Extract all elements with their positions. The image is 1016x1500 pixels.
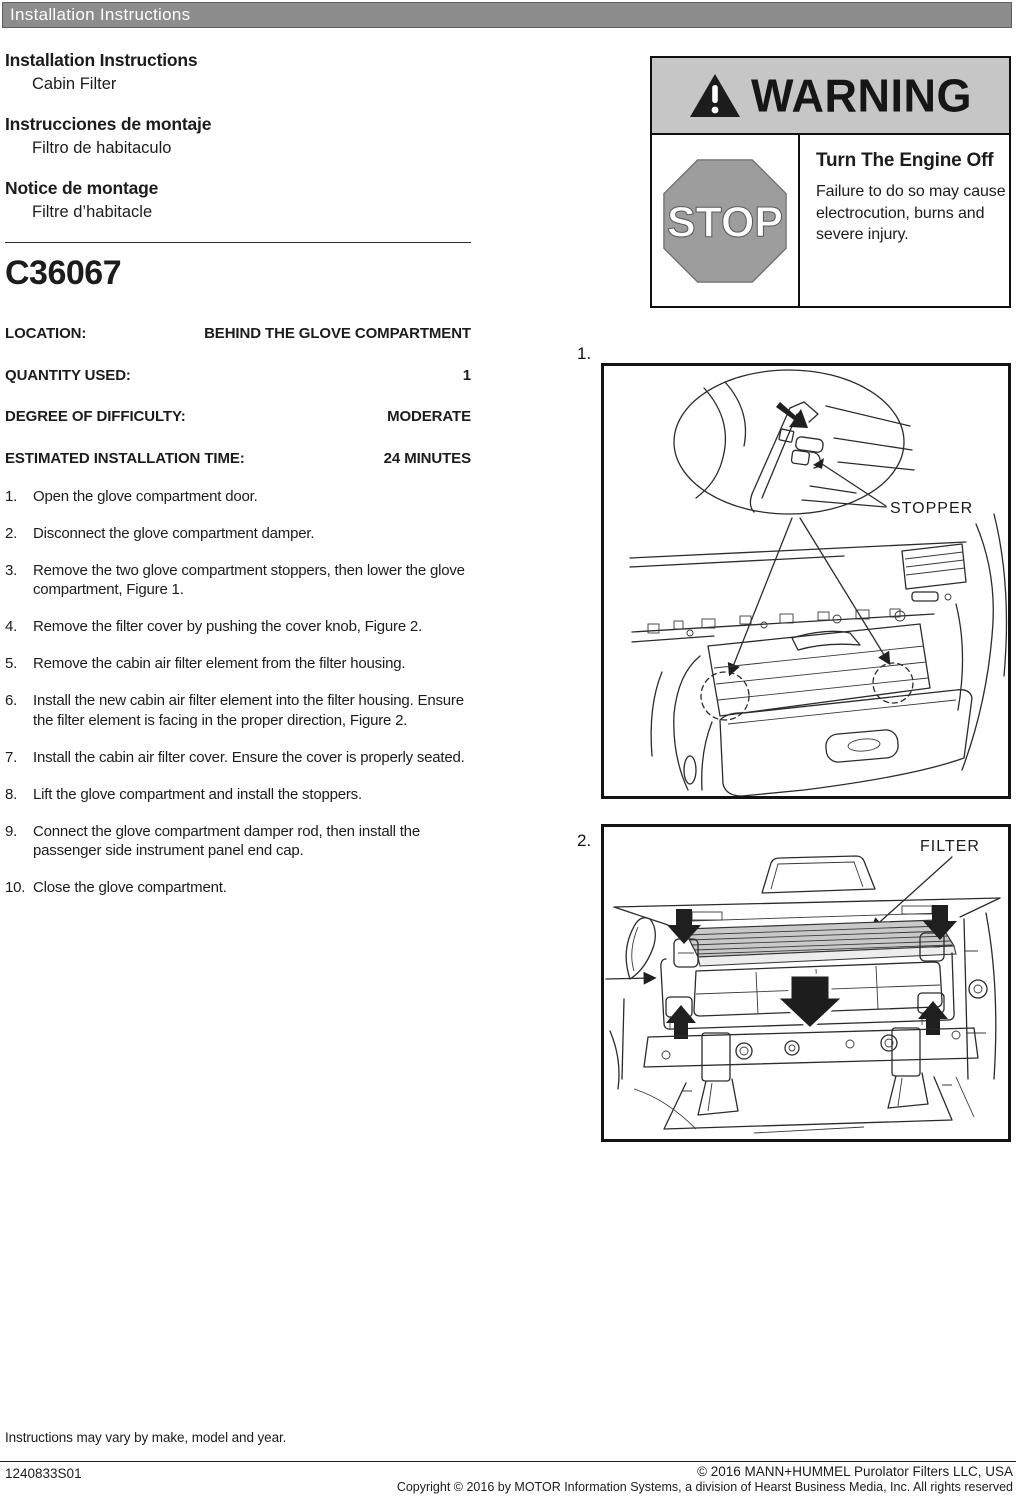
step-item <box>5 524 477 544</box>
step-item <box>5 822 477 861</box>
stop-sign-cell <box>652 135 800 306</box>
step-number: 2. <box>5 524 18 542</box>
part-number: C36067 <box>5 254 122 292</box>
warning-header <box>652 58 1009 135</box>
figure2-number: 2. <box>577 831 592 850</box>
step-number: 4. <box>5 618 18 635</box>
step-text: Disconnect the glove compartment damper. <box>33 524 315 542</box>
title-english: Installation Instructions <box>5 50 198 70</box>
filter-callout-label: FILTER <box>920 838 980 855</box>
step-item <box>5 617 477 637</box>
step-item <box>5 748 477 768</box>
left-column <box>5 50 477 915</box>
step-number: 6. <box>5 692 18 709</box>
step-number: 7. <box>5 748 18 766</box>
figure2-drawing <box>604 827 1008 1139</box>
spec-value: MODERATE <box>387 408 471 425</box>
figure1-drawing <box>604 366 1008 796</box>
copyright-line2: Copyright © 2016 by MOTOR Information Systems, a division of Hearst Business Media, Inc. All rights reserved <box>396 1480 1013 1494</box>
step-number: 1. <box>5 487 18 505</box>
spec-row-difficulty <box>5 408 471 426</box>
step-list <box>5 487 477 898</box>
step-item <box>5 878 477 898</box>
spec-value: BEHIND THE GLOVE COMPARTMENT <box>204 325 471 342</box>
footer-divider <box>0 1461 1016 1462</box>
step-number: 10. <box>5 879 26 896</box>
warning-title: Turn The Engine Off <box>816 150 994 171</box>
top-banner-title: Installation Instructions <box>10 5 191 24</box>
step-text: Remove the two glove compartment stoppers, then lower the glove compartment, Figure 1. <box>33 561 465 598</box>
footer-copyright <box>397 1464 1013 1495</box>
title-spanish: Instrucciones de montaje <box>5 114 212 134</box>
spec-label: ESTIMATED INSTALLATION TIME: <box>5 449 245 467</box>
stopper-callout-label: STOPPER <box>890 500 974 517</box>
stop-sign-icon <box>660 156 790 286</box>
subtitle-spanish: Filtro de habitaculo <box>32 139 172 157</box>
spec-row-location <box>5 325 471 343</box>
top-banner <box>2 2 1012 28</box>
warning-body <box>652 135 1009 306</box>
step-item <box>5 785 477 805</box>
step-number: 9. <box>5 822 18 840</box>
warning-box <box>650 56 1011 308</box>
figure2-filter-illustration <box>601 824 1011 1142</box>
step-item <box>5 487 477 507</box>
step-number: 5. <box>5 655 18 672</box>
step-text: Remove the cabin air filter element from the filter housing. <box>33 655 406 672</box>
warning-message-cell <box>800 135 1014 306</box>
step-item <box>5 691 477 730</box>
document-number: 1240833S01 <box>5 1466 82 1481</box>
step-text: Install the cabin air filter cover. Ensure the cover is properly seated. <box>33 748 465 766</box>
figure1-glovebox-illustration <box>601 363 1011 799</box>
step-number: 8. <box>5 785 18 803</box>
spec-label: QUANTITY USED: <box>5 366 131 384</box>
step-text: Install the new cabin air filter element into the filter housing. Ensure the filter element is facing in the proper direction, Figure 2. <box>33 692 464 729</box>
step-item <box>5 654 477 674</box>
step-text: Close the glove compartment. <box>33 879 227 896</box>
spec-table <box>5 325 477 468</box>
subtitle-french: Filtre d’habitacle <box>32 203 153 221</box>
spec-row-time <box>5 450 471 468</box>
warning-text: Failure to do so may cause electrocution, burns and severe injury. <box>816 183 1006 243</box>
step-number: 3. <box>5 561 18 579</box>
stop-sign-label: STOP <box>666 198 784 247</box>
footer-note: Instructions may vary by make, model and year. <box>5 1430 287 1445</box>
subtitle-english: Cabin Filter <box>32 75 117 93</box>
copyright-line1: © 2016 MANN+HUMMEL Purolator Filters LLC, USA <box>697 1464 1013 1479</box>
spec-value: 1 <box>462 366 471 384</box>
header-divider <box>5 242 471 243</box>
figure1-number: 1. <box>577 344 592 363</box>
spec-label: LOCATION: <box>5 325 87 342</box>
step-text: Connect the glove compartment damper rod, then install the passenger side instrument panel end cap. <box>33 822 420 859</box>
step-text: Open the glove compartment door. <box>33 487 258 505</box>
title-french: Notice de montage <box>5 178 159 198</box>
spec-value: 24 MINUTES <box>383 449 471 467</box>
warning-word: WARNING <box>751 68 972 122</box>
spec-label: DEGREE OF DIFFICULTY: <box>5 408 186 425</box>
step-text: Remove the filter cover by pushing the cover knob, Figure 2. <box>33 618 423 635</box>
spec-row-quantity <box>5 367 471 385</box>
step-item <box>5 561 477 600</box>
step-text: Lift the glove compartment and install the stoppers. <box>33 785 362 803</box>
warning-triangle-icon <box>689 73 741 119</box>
